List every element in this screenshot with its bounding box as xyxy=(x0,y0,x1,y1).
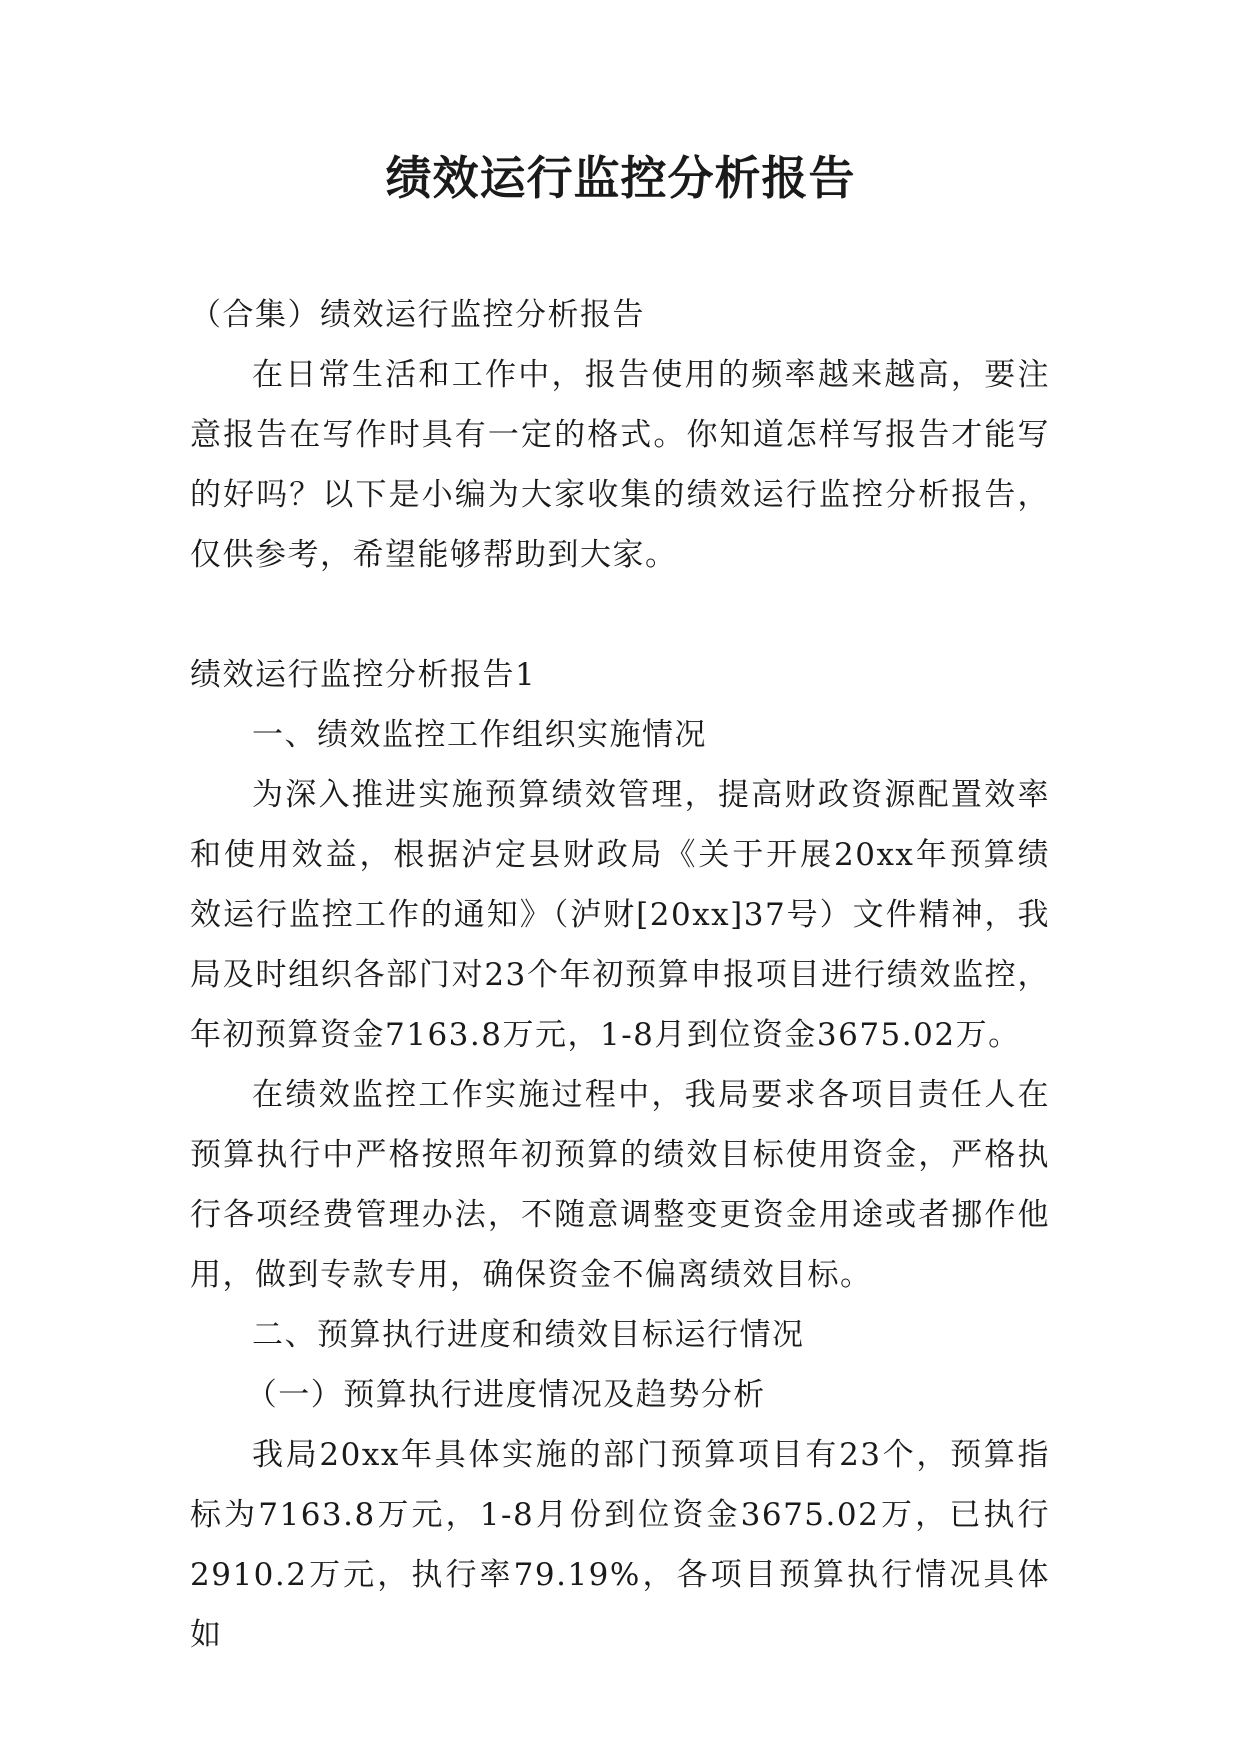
heading-budget-execution: 二、预算执行进度和绩效目标运行情况 xyxy=(252,1317,805,1353)
heading-organization: 一、绩效监控工作组织实施情况 xyxy=(252,717,707,753)
subheading-progress: （一）预算执行进度情况及趋势分析 xyxy=(245,1377,766,1413)
paragraph-budget-details: 我局20xx年具体实施的部门预算项目有23个，预算指标为7163.8万元，1-8月份到位资金3675.02万，已执行2910.2万元，执行率79.19%，各项目预算执行情况具体如 xyxy=(190,1437,1050,1653)
document-subtitle: （合集）绩效运行监控分析报告 xyxy=(190,297,645,333)
section-title: 绩效运行监控分析报告1 xyxy=(190,657,537,693)
paragraph-monitoring: 为深入推进实施预算绩效管理，提高财政资源配置效率和使用效益，根据泸定县财政局《关于开展20xx年预算绩效运行监控工作的通知》（泸财[20xx]37号）文件精神，我局及时组织各部门对23个年初预算申报项目进行绩效监控，年初预算资金7163.8万元，1-8月到位资金3675.02万。 xyxy=(190,777,1050,1053)
intro-paragraph: 在日常生活和工作中，报告使用的频率越来越高，要注意报告在写作时具有一定的格式。你知道怎样写报告才能写的好吗？以下是小编为大家收集的绩效运行监控分析报告，仅供参考，希望能够帮助到大家。 xyxy=(190,357,1050,573)
paragraph-implementation: 在绩效监控工作实施过程中，我局要求各项目责任人在预算执行中严格按照年初预算的绩效目标使用资金，严格执行各项经费管理办法，不随意调整变更资金用途或者挪作他用，做到专款专用，确保资金不偏离绩效目标。 xyxy=(190,1077,1050,1293)
document-body xyxy=(190,285,1050,1665)
paragraph-gap xyxy=(190,585,1050,645)
document-title: 绩效运行监控分析报告 xyxy=(385,151,856,205)
